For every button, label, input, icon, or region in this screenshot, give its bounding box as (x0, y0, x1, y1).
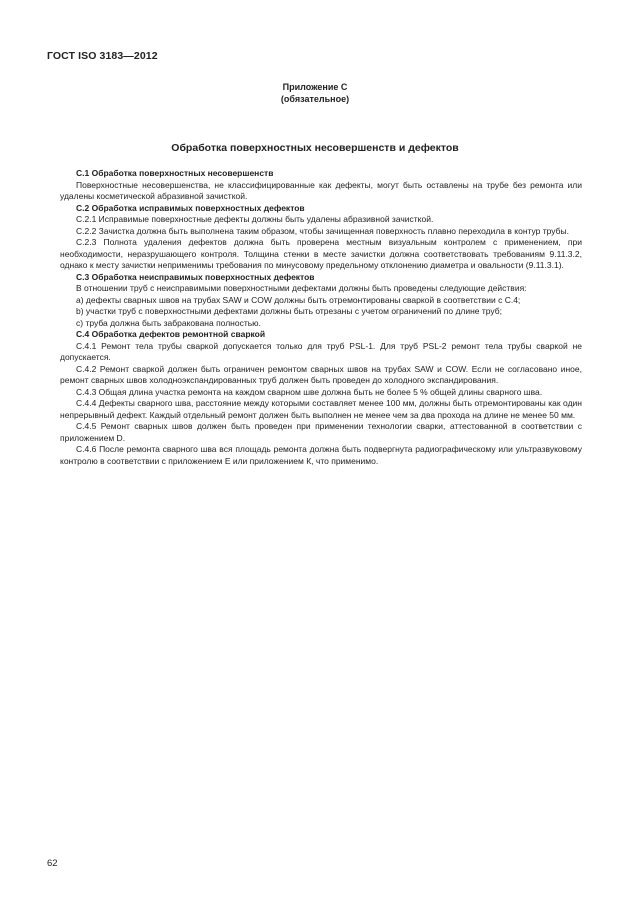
appendix-title: Приложение С (282, 82, 348, 92)
paragraph: С.4.2 Ремонт сваркой должен быть ограничен ремонтом сварных швов на трубах SAW и COW. Если не согласовано иное, ремонт сварных швов холодноэкспандированных труб должен быть проведен до холодного экспандирования. (60, 363, 582, 385)
subsection-heading: С.3 Обработка неисправимых поверхностных дефектов (76, 271, 315, 282)
appendix-status: (обязательное) (280, 94, 350, 104)
page-number: 62 (47, 858, 58, 869)
paragraph: Поверхностные несовершенства, не классифицированные как дефекты, могут быть оставлены на трубе без ремонта или удалены косметической абразивной зачисткой. (60, 179, 582, 201)
paragraph: С.4.1 Ремонт тела трубы сваркой допускается только для труб PSL-1. Для труб PSL-2 ремонт тела трубы сваркой не допускается. (60, 340, 582, 362)
paragraph: b) участки труб с поверхностными дефектами должны быть отрезаны с учетом ограничений по длине труб; (76, 306, 502, 316)
subsection-heading: С.4 Обработка дефектов ремонтной сваркой (76, 329, 266, 339)
paragraph: С.4.5 Ремонт сварных швов должен быть проведен при применении технологии сварки, аттестованной в соответствии с приложением D. (60, 421, 582, 443)
paragraph: С.2.1 Исправимые поверхностные дефекты должны быть удалены абразивной зачисткой. (76, 214, 434, 224)
paragraph: С.4.4 Дефекты сварного шва, расстояние между которыми составляет менее 100 мм, должны быть отремонтированы как один непрерывный дефект. Каждый отдельный ремонт должен быть выполнен не менее чем за два прохода на длине не менее 50 мм. (60, 398, 582, 420)
section-title: Обработка поверхностных несовершенств и дефектов (171, 142, 459, 154)
paragraph: С.2.2 Зачистка должна быть выполнена таким образом, чтобы зачищенная поверхность плавно переходила в контур трубы. (76, 225, 569, 236)
paragraph: c) труба должна быть забракована полностью. (76, 317, 261, 328)
paragraph: В отношении труб с неисправимыми поверхностными дефектами должны быть проведены следующие действия: (76, 283, 527, 293)
paragraph: a) дефекты сварных швов на трубах SAW и COW должны быть отремонтированы сваркой в соответствии с С.4; (76, 294, 521, 305)
subsection-heading: С.1 Обработка поверхностных несовершенств (76, 168, 274, 178)
subsection-heading: С.2 Обработка исправимых поверхностных дефектов (76, 202, 305, 213)
appendix-heading (0, 81, 630, 105)
paragraph: С.2.3 Полнота удаления дефектов должна быть проверена местным визуальным контролем с применением, при необходимости, неразрушающего контроля. Толщина стенки в месте зачистки должна соответствовать требованиям 9.11.3.2, однако к месту зачистки неприменимы требования по минусовому предельному отклонению диаметра и овальности (9.11.3.1). (60, 237, 582, 270)
paragraph: С.4.6 После ремонта сварного шва вся площадь ремонта должна быть подвергнута радиографическому или ультразвуковому контролю в соответствии с приложением Е или приложением К, что применимо. (60, 444, 582, 466)
document-code: ГОСТ ISO 3183—2012 (47, 50, 158, 62)
paragraph: С.4.3 Общая длина участка ремонта на каждом сварном шве должна быть не более 5 % общей длины сварного шва. (76, 386, 543, 397)
document-body (60, 168, 582, 467)
